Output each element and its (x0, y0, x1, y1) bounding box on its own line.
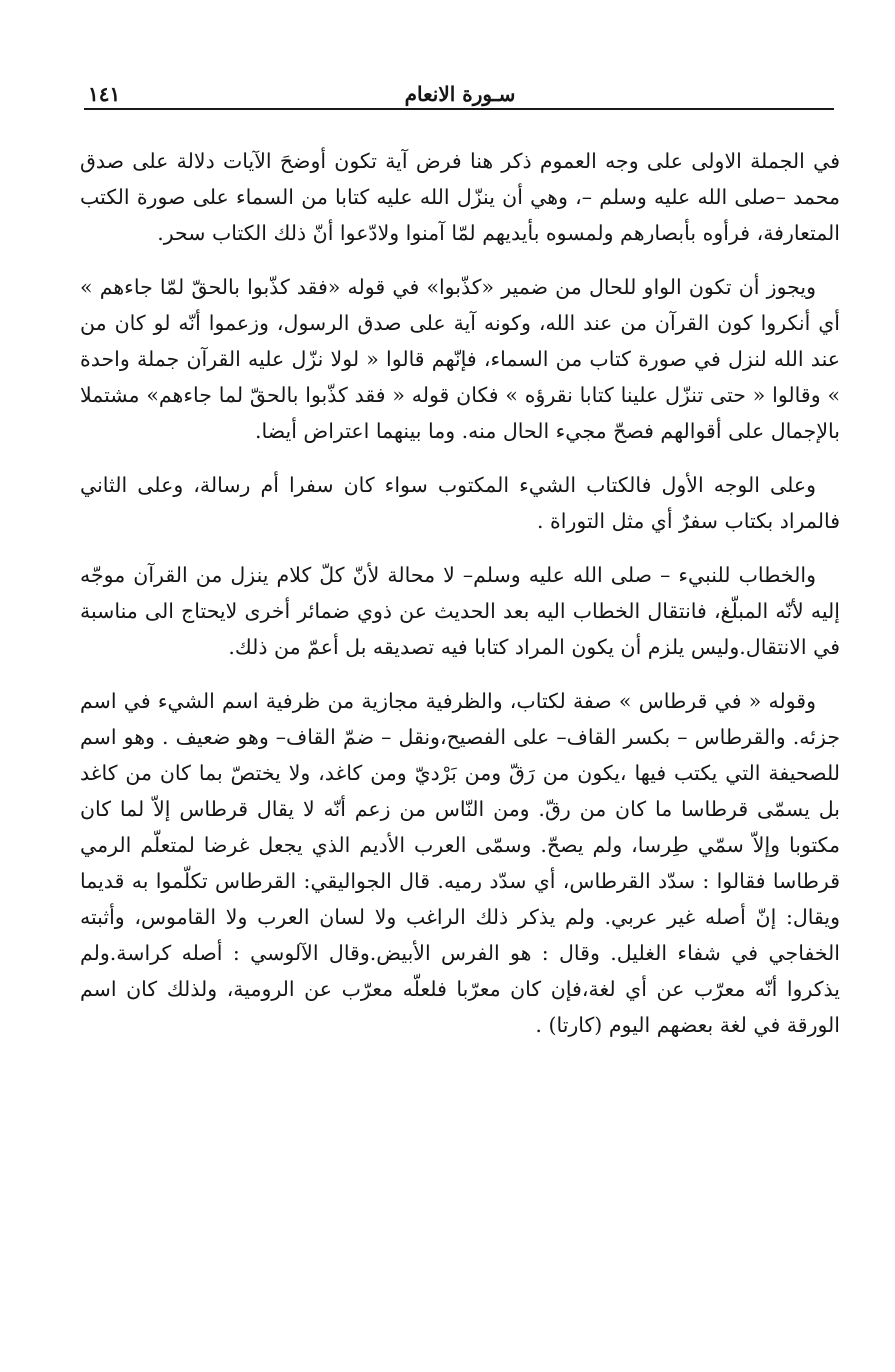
paragraph-2: ويجوز أن تكون الواو للحال من ضمير «كذّبوا» في قوله «فقد كذّبوا بالحقّ لمّا جاءهم » أي أنكروا كون القرآن من عند الله، وكونه آية على صدق الرسول، وزعموا أنّه لو كان من عند الله لنزل في صورة كتاب من السماء، فإنّهم قالوا « لولا نزّل عليه القرآن جملة واحدة » وقالوا « حتى تنزّل علينا كتابا نقرؤه » فكان قوله « فقد كذّبوا بالحقّ لما جاءهم» مشتملا بالإجمال على أقوالهم فصحّ مجيء الحال منه. وما بينهما اعتراض أيضا. (80, 275, 840, 443)
header-rule (84, 108, 834, 110)
paragraph-3: وعلى الوجه الأول فالكتاب الشيء المكتوب سواء كان سفرا أم رسالة، وعلى الثاني فالمراد بكتاب سفرٌ أي مثل التوراة . (80, 473, 840, 533)
paragraph-5: وقوله « في قرطاس » صفة لكتاب، والظرفية مجازية من ظرفية اسم الشيء في اسم جزئه. والقرطاس – بكسر القاف– على الفصيح،ونقل – ضمّ القاف– وهو ضعيف . وهو اسم للصحيفة التي يكتب فيها ،يكون من رَقّ ومن بَرْديّ ومن كاغد، ولا يختصّ بما كان من كاغد بل يسمّى قرطاسا ما كان من رقّ. ومن النّاس من زعم أنّه لا يقال قرطاس إلاّ لما كان مكتوبا وإلاّ سمّي طِرسا، ولم يصحّ. وسمّى العرب الأديم الذي يجعل غرضا لمتعلّم الرمي قرطاسا فقالوا : سدّد القرطاس، أي سدّد رميه. قال الجواليقي: القرطاس تكلّموا به قديما ويقال: إنّ أصله غير عربي. ولم يذكر ذلك الراغب ولا لسان العرب ولا القاموس، وأثبته الخفاجي في شفاء الغليل. وقال : هو الفرس الأبيض.وقال الآلوسي : أصله كراسة.ولم يذكروا أنّه معرّب عن أي لغة،فإن كان معرّبا فلعلّه معرّب عن الرومية، ولذلك كان اسم الورقة في لغة بعضهم اليوم (كارتا) . (80, 689, 840, 1037)
page-number: ١٤١ (88, 82, 121, 106)
paragraph-4: والخطاب للنبيء – صلى الله عليه وسلم– لا محالة لأنّ كلّ كلام ينزل من القرآن موجّه إليه لأنّه المبلّغ، فانتقال الخطاب اليه بعد الحديث عن ذوي ضمائر أخرى لايحتاج الى مناسبة في الانتقال.وليس يلزم أن يكون المراد كتابا فيه تصديقه بل أعمّ من ذلك. (80, 563, 840, 659)
running-title: سـورة الانعام (404, 82, 516, 106)
page-body (80, 143, 840, 1061)
paragraph-1: في الجملة الاولى على وجه العموم ذكر هنا فرض آية تكون أوضحَ الآيات دلالة على صدق محمد –صلى الله عليه وسلم –، وهي أن ينزّل الله عليه كتابا من السماء على صورة الكتب المتعارفة، فرأوه بأبصارهم ولمسوه بأيديهم لمّا آمنوا ولادّعوا أنّ ذلك الكتاب سحر. (80, 149, 840, 245)
